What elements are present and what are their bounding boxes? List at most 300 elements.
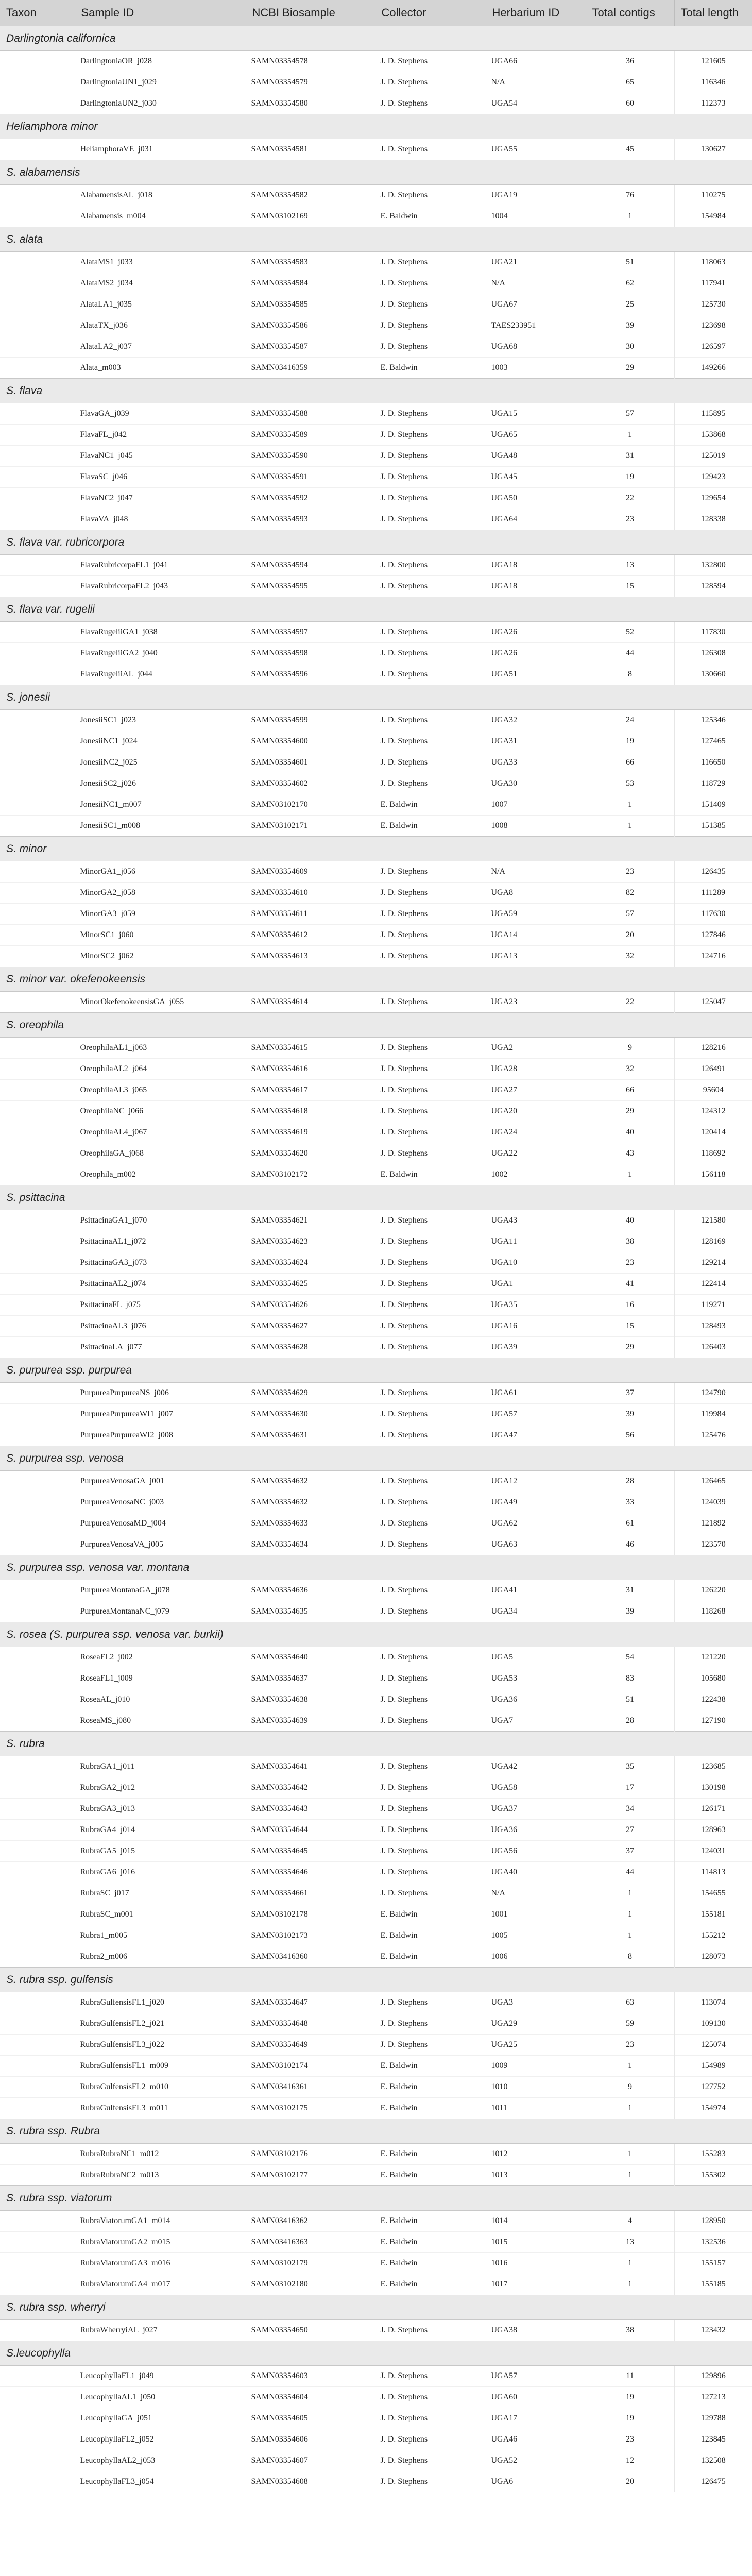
sample-id-cell: JonesiiSC1_j023 <box>75 710 246 731</box>
total-contigs-cell: 19 <box>586 2387 674 2408</box>
total-contigs-cell: 22 <box>586 488 674 509</box>
ncbi-biosample-cell: SAMN03354599 <box>246 710 375 731</box>
table-row <box>0 710 752 731</box>
sample-id-cell: RubraRubraNC2_m013 <box>75 2165 246 2186</box>
total-length-cell: 127190 <box>674 1710 752 1732</box>
collector-cell: J. D. Stephens <box>375 1252 486 1274</box>
table-row <box>0 2144 752 2165</box>
taxon-cell <box>0 294 75 315</box>
table-row <box>0 1904 752 1925</box>
total-contigs-cell: 38 <box>586 1231 674 1252</box>
table-row <box>0 1668 752 1689</box>
collector-cell: J. D. Stephens <box>375 904 486 925</box>
total-contigs-cell: 66 <box>586 752 674 773</box>
taxon-label: S. minor var. okefenokeensis <box>0 967 752 992</box>
sample-id-cell: LeucophyllaAL2_j053 <box>75 2450 246 2471</box>
total-length-cell: 109130 <box>674 2013 752 2035</box>
table-row <box>0 1404 752 1425</box>
table-row <box>0 576 752 597</box>
herbarium-id-cell: 1013 <box>486 2165 586 2186</box>
sample-id-cell: JonesiiNC1_m007 <box>75 794 246 816</box>
collector-cell: J. D. Stephens <box>375 509 486 530</box>
taxon-cell <box>0 1425 75 1446</box>
sample-id-cell: RubraGA4_j014 <box>75 1820 246 1841</box>
herbarium-id-cell: 1001 <box>486 1904 586 1925</box>
ncbi-biosample-cell: SAMN03416360 <box>246 1946 375 1968</box>
taxon-cell <box>0 576 75 597</box>
taxon-cell <box>0 2232 75 2253</box>
taxon-cell <box>0 1668 75 1689</box>
ncbi-biosample-cell: SAMN03354597 <box>246 622 375 643</box>
total-length-cell: 132536 <box>674 2232 752 2253</box>
total-contigs-cell: 65 <box>586 72 674 93</box>
ncbi-biosample-cell: SAMN03354633 <box>246 1513 375 1534</box>
header-ncbi-biosample[interactable]: NCBI Biosample <box>246 0 375 26</box>
sample-id-cell: FlavaNC1_j045 <box>75 446 246 467</box>
total-contigs-cell: 1 <box>586 794 674 816</box>
header-sample-id[interactable]: Sample ID <box>75 0 246 26</box>
collector-cell: J. D. Stephens <box>375 992 486 1013</box>
herbarium-id-cell: UGA60 <box>486 2387 586 2408</box>
sample-id-cell: PurpureaMontanaGA_j078 <box>75 1580 246 1601</box>
taxon-cell <box>0 2165 75 2186</box>
taxon-label: S. purpurea ssp. venosa <box>0 1446 752 1471</box>
ncbi-biosample-cell: SAMN03354598 <box>246 643 375 664</box>
table-row <box>0 1513 752 1534</box>
total-length-cell: 132508 <box>674 2450 752 2471</box>
total-length-cell: 123845 <box>674 2429 752 2450</box>
taxon-cell <box>0 752 75 773</box>
taxon-cell <box>0 1710 75 1732</box>
table-row <box>0 2035 752 2056</box>
ncbi-biosample-cell: SAMN03102170 <box>246 794 375 816</box>
taxon-label: Heliamphora minor <box>0 114 752 139</box>
taxon-group-row <box>0 1358 752 1383</box>
collector-cell: J. D. Stephens <box>375 1492 486 1513</box>
taxon-group-row <box>0 1732 752 1756</box>
collector-cell: J. D. Stephens <box>375 1580 486 1601</box>
table-row <box>0 467 752 488</box>
total-length-cell: 154974 <box>674 2098 752 2119</box>
total-length-cell: 110275 <box>701 191 726 199</box>
taxon-label: S. purpurea ssp. venosa var. montana <box>0 1555 752 1580</box>
total-contigs-cell: 39 <box>586 1601 674 1622</box>
sample-id-cell: Alata_m003 <box>75 358 246 379</box>
ncbi-biosample-cell: SAMN03102177 <box>246 2165 375 2186</box>
total-length-cell: 155212 <box>674 1925 752 1946</box>
total-length-cell: 113074 <box>701 1998 726 2007</box>
taxon-label: S. oreophila <box>0 1013 752 1038</box>
total-length-cell: 126403 <box>674 1337 752 1358</box>
ncbi-biosample-cell: SAMN03354650 <box>246 2320 375 2341</box>
sample-id-cell: RubraGA5_j015 <box>75 1841 246 1862</box>
collector-cell: J. D. Stephens <box>375 925 486 946</box>
taxon-group-row <box>0 1555 752 1580</box>
table-row <box>0 1580 752 1601</box>
total-contigs-cell: 22 <box>586 992 674 1013</box>
sample-id-cell: OreophilaAL1_j063 <box>75 1038 246 1059</box>
taxon-label: S. flava var. rugelii <box>0 597 752 622</box>
herbarium-id-cell: UGA13 <box>486 946 586 967</box>
taxon-cell <box>0 1274 75 1295</box>
herbarium-id-cell: N/A <box>486 273 586 294</box>
total-contigs-cell: 1 <box>586 1904 674 1925</box>
taxon-label: S. flava var. rubricorpora <box>0 530 752 555</box>
ncbi-biosample-cell: SAMN03354639 <box>246 1710 375 1732</box>
herbarium-id-cell: UGA47 <box>486 1425 586 1446</box>
taxon-cell <box>0 467 75 488</box>
table-row <box>0 1122 752 1143</box>
total-length-cell: 95604 <box>674 1080 752 1101</box>
total-length-cell: 124312 <box>674 1101 752 1122</box>
herbarium-id-cell: 1009 <box>486 2056 586 2077</box>
collector-cell: J. D. Stephens <box>375 72 486 93</box>
ncbi-biosample-cell: SAMN03354607 <box>246 2450 375 2471</box>
collector-cell: J. D. Stephens <box>375 1710 486 1732</box>
ncbi-biosample-cell: SAMN03354626 <box>246 1295 375 1316</box>
taxon-label: S. rubra ssp. Rubra <box>0 2119 752 2144</box>
total-contigs-cell: 66 <box>586 1080 674 1101</box>
total-length-cell: 125476 <box>674 1425 752 1446</box>
table-row <box>0 1841 752 1862</box>
ncbi-biosample-cell: SAMN03354614 <box>246 992 375 1013</box>
taxon-group-row <box>0 597 752 622</box>
taxon-cell <box>0 731 75 752</box>
ncbi-biosample-cell: SAMN03354588 <box>246 403 375 425</box>
table-row <box>0 1295 752 1316</box>
sample-id-cell: RubraViatorumGA2_m015 <box>75 2232 246 2253</box>
collector-cell: J. D. Stephens <box>375 946 486 967</box>
header-herbarium-id[interactable]: Herbarium ID <box>486 0 586 26</box>
collector-cell: E. Baldwin <box>375 794 486 816</box>
ncbi-biosample-cell: SAMN03354609 <box>246 861 375 883</box>
total-length-cell: 118063 <box>701 258 726 266</box>
herbarium-id-cell: UGA18 <box>486 576 586 597</box>
herbarium-id-cell: N/A <box>486 72 586 93</box>
herbarium-id-cell: 1014 <box>486 2211 586 2232</box>
ncbi-biosample-cell: SAMN03354586 <box>246 315 375 336</box>
table-row <box>0 294 752 315</box>
header-taxon[interactable]: Taxon <box>0 0 75 26</box>
table-row <box>0 1337 752 1358</box>
ncbi-biosample-cell: SAMN03354589 <box>246 425 375 446</box>
taxon-cell <box>0 1038 75 1059</box>
sample-id-cell: FlavaRugeliiGA2_j040 <box>75 643 246 664</box>
ncbi-biosample-cell: SAMN03354592 <box>246 488 375 509</box>
table-row <box>0 1101 752 1122</box>
taxon-label: S. rubra <box>0 1732 752 1756</box>
table-row <box>0 509 752 530</box>
total-length-cell: 126220 <box>700 1586 726 1595</box>
total-length-cell: 126435 <box>700 867 726 876</box>
total-contigs-cell: 52 <box>586 622 674 643</box>
sample-id-cell: PsittacinaGA1_j070 <box>75 1210 246 1231</box>
sample-id-cell: RubraWherryiAL_j027 <box>75 2320 246 2341</box>
total-length-cell: 129423 <box>674 467 752 488</box>
taxon-cell <box>0 2408 75 2429</box>
header-collector[interactable]: Collector <box>375 0 486 26</box>
ncbi-biosample-cell: SAMN03354605 <box>246 2408 375 2429</box>
taxon-cell <box>0 816 75 837</box>
taxon-cell <box>0 425 75 446</box>
ncbi-biosample-cell: SAMN03354578 <box>246 51 375 72</box>
total-contigs-cell: 37 <box>586 1841 674 1862</box>
total-contigs-cell: 1 <box>586 1164 674 1185</box>
taxon-cell <box>0 1647 75 1668</box>
table-row <box>0 1883 752 1904</box>
table-row <box>0 1756 752 1777</box>
taxon-cell <box>0 206 75 227</box>
table-row <box>0 1471 752 1492</box>
total-contigs-cell: 19 <box>586 731 674 752</box>
table-row <box>0 752 752 773</box>
total-contigs-cell: 32 <box>586 946 674 967</box>
ncbi-biosample-cell: SAMN03354600 <box>246 731 375 752</box>
ncbi-biosample-cell: SAMN03354630 <box>246 1404 375 1425</box>
table-row <box>0 446 752 467</box>
ncbi-biosample-cell: SAMN03354591 <box>246 467 375 488</box>
sample-id-cell: AlataLA1_j035 <box>75 294 246 315</box>
sample-id-cell: JonesiiNC1_j024 <box>75 731 246 752</box>
collector-cell: J. D. Stephens <box>375 1992 486 2013</box>
taxon-cell <box>0 1383 75 1404</box>
total-contigs-cell: 20 <box>586 925 674 946</box>
total-contigs-cell: 37 <box>586 1383 674 1404</box>
collector-cell: J. D. Stephens <box>375 2429 486 2450</box>
total-contigs-cell: 1 <box>586 1925 674 1946</box>
table-row <box>0 1316 752 1337</box>
sample-id-cell: DarlingtoniaUN2_j030 <box>75 93 246 114</box>
herbarium-id-cell: UGA64 <box>486 509 586 530</box>
total-length-cell: 151385 <box>674 816 752 837</box>
total-contigs-cell: 1 <box>586 2056 674 2077</box>
herbarium-id-cell: 1017 <box>486 2274 586 2295</box>
ncbi-biosample-cell: SAMN03354645 <box>246 1841 375 1862</box>
total-contigs-cell: 23 <box>586 2429 674 2450</box>
total-contigs-cell: 51 <box>586 252 674 273</box>
total-length-cell: 127465 <box>674 731 752 752</box>
sample-id-cell: OreophilaGA_j068 <box>75 1143 246 1164</box>
taxon-label: S. psittacina <box>0 1185 752 1210</box>
total-length-cell: 155157 <box>674 2253 752 2274</box>
total-contigs-cell: 23 <box>586 2035 674 2056</box>
taxon-cell <box>0 1534 75 1555</box>
sample-id-cell: PurpureaMontanaNC_j079 <box>75 1601 246 1622</box>
ncbi-biosample-cell: SAMN03354606 <box>246 2429 375 2450</box>
herbarium-id-cell: UGA41 <box>486 1580 586 1601</box>
taxon-cell <box>0 1862 75 1883</box>
sample-id-cell: OreophilaAL2_j064 <box>75 1059 246 1080</box>
herbarium-id-cell: UGA6 <box>486 2471 586 2493</box>
total-contigs-cell: 44 <box>586 1862 674 1883</box>
herbarium-id-cell: UGA63 <box>486 1534 586 1555</box>
collector-cell: J. D. Stephens <box>375 2013 486 2035</box>
total-length-cell: 149266 <box>674 358 752 379</box>
collector-cell: J. D. Stephens <box>375 622 486 643</box>
total-contigs-cell: 28 <box>586 1710 674 1732</box>
table-row <box>0 643 752 664</box>
table-row <box>0 2013 752 2035</box>
total-contigs-cell: 31 <box>586 446 674 467</box>
herbarium-id-cell: UGA28 <box>486 1059 586 1080</box>
total-length-cell: 119271 <box>674 1295 752 1316</box>
herbarium-id-cell: UGA46 <box>486 2429 586 2450</box>
collector-cell: J. D. Stephens <box>375 1471 486 1492</box>
herbarium-id-cell: UGA5 <box>486 1647 586 1668</box>
taxon-label: Darlingtonia californica <box>0 26 752 51</box>
collector-cell: J. D. Stephens <box>375 1601 486 1622</box>
herbarium-id-cell: 1003 <box>486 358 586 379</box>
total-contigs-cell: 32 <box>586 1059 674 1080</box>
sample-id-cell: FlavaFL_j042 <box>75 425 246 446</box>
collector-cell: E. Baldwin <box>375 2274 486 2295</box>
herbarium-id-cell: UGA25 <box>486 2035 586 2056</box>
collector-cell: J. D. Stephens <box>375 1513 486 1534</box>
ncbi-biosample-cell: SAMN03354594 <box>246 555 375 576</box>
sample-id-cell: PurpureaPurpureaNS_j006 <box>75 1383 246 1404</box>
taxon-cell <box>0 710 75 731</box>
total-contigs-cell: 23 <box>586 1252 674 1274</box>
taxon-cell <box>0 1946 75 1968</box>
total-contigs-cell: 11 <box>586 2366 674 2387</box>
taxon-cell <box>0 794 75 816</box>
sample-id-cell: AlataMS1_j033 <box>75 252 246 273</box>
herbarium-id-cell: UGA43 <box>486 1210 586 1231</box>
collector-cell: J. D. Stephens <box>375 1647 486 1668</box>
sample-id-cell: OreophilaAL3_j065 <box>75 1080 246 1101</box>
total-length-cell: 126171 <box>674 1799 752 1820</box>
total-contigs-cell: 19 <box>586 467 674 488</box>
ncbi-biosample-cell: SAMN03354583 <box>246 252 375 273</box>
collector-cell: J. D. Stephens <box>375 752 486 773</box>
total-contigs-cell: 8 <box>586 1946 674 1968</box>
collector-cell: E. Baldwin <box>375 2232 486 2253</box>
collector-cell: J. D. Stephens <box>375 773 486 794</box>
sample-id-cell: PsittacinaLA_j077 <box>75 1337 246 1358</box>
table-row <box>0 425 752 446</box>
sample-id-cell: HeliamphoraVE_j031 <box>75 139 246 160</box>
total-contigs-cell: 63 <box>586 1992 674 2013</box>
sample-id-cell: RubraSC_j017 <box>75 1883 246 1904</box>
ncbi-biosample-cell: SAMN03416359 <box>246 358 375 379</box>
total-length-cell: 125047 <box>700 997 726 1006</box>
sample-id-cell: FlavaNC2_j047 <box>75 488 246 509</box>
ncbi-biosample-cell: SAMN03354661 <box>246 1883 375 1904</box>
herbarium-id-cell: UGA40 <box>486 1862 586 1883</box>
total-length-cell: 105680 <box>674 1668 752 1689</box>
table-row <box>0 731 752 752</box>
table-row <box>0 1252 752 1274</box>
sample-id-cell: MinorGA1_j056 <box>75 861 246 883</box>
ncbi-biosample-cell: SAMN03354593 <box>246 509 375 530</box>
total-contigs-cell: 57 <box>586 403 674 425</box>
collector-cell: J. D. Stephens <box>375 1101 486 1122</box>
herbarium-id-cell: 1011 <box>486 2098 586 2119</box>
table-row <box>0 2232 752 2253</box>
total-contigs-cell: 9 <box>586 2077 674 2098</box>
taxon-cell <box>0 2013 75 2035</box>
collector-cell: J. D. Stephens <box>375 2320 486 2341</box>
table-row <box>0 555 752 576</box>
sample-id-cell: OreophilaNC_j066 <box>75 1101 246 1122</box>
total-length-cell: 155302 <box>674 2165 752 2186</box>
taxon-cell <box>0 1904 75 1925</box>
collector-cell: E. Baldwin <box>375 1164 486 1185</box>
ncbi-biosample-cell: SAMN03354596 <box>246 664 375 685</box>
collector-cell: E. Baldwin <box>375 2211 486 2232</box>
taxon-cell <box>0 488 75 509</box>
taxon-cell <box>0 2035 75 2056</box>
collector-cell: J. D. Stephens <box>375 2408 486 2429</box>
sample-id-cell: DarlingtoniaUN1_j029 <box>75 72 246 93</box>
herbarium-id-cell: 1007 <box>486 794 586 816</box>
table-row <box>0 622 752 643</box>
sample-id-cell: AlataLA2_j037 <box>75 336 246 358</box>
taxon-label: S. alabamensis <box>0 160 752 185</box>
taxon-label: S. jonesii <box>0 685 752 710</box>
sample-id-cell: RubraGulfensisFL3_j022 <box>75 2035 246 2056</box>
herbarium-id-cell: UGA50 <box>486 488 586 509</box>
total-length-cell: 118692 <box>674 1143 752 1164</box>
total-contigs-cell: 41 <box>586 1274 674 1295</box>
total-length-cell: 151409 <box>674 794 752 816</box>
taxon-cell <box>0 2471 75 2493</box>
total-contigs-cell: 30 <box>586 336 674 358</box>
total-contigs-cell: 27 <box>586 1820 674 1841</box>
herbarium-id-cell: TAES233951 <box>486 315 586 336</box>
taxon-group-row <box>0 160 752 185</box>
collector-cell: E. Baldwin <box>375 1925 486 1946</box>
table-row <box>0 992 752 1013</box>
header-total-contigs[interactable]: Total contigs <box>586 0 674 26</box>
sample-id-cell: FlavaGA_j039 <box>75 403 246 425</box>
header-total-length[interactable]: Total length <box>674 0 752 26</box>
herbarium-id-cell: UGA26 <box>486 622 586 643</box>
taxon-cell <box>0 1992 75 2013</box>
taxon-cell <box>0 1799 75 1820</box>
collector-cell: J. D. Stephens <box>375 467 486 488</box>
table-row <box>0 1777 752 1799</box>
table-row <box>0 2077 752 2098</box>
taxon-cell <box>0 1820 75 1841</box>
sample-id-cell: LeucophyllaGA_j051 <box>75 2408 246 2429</box>
herbarium-id-cell: 1004 <box>486 206 586 227</box>
taxon-cell <box>0 51 75 72</box>
total-contigs-cell: 12 <box>586 2450 674 2471</box>
table-row <box>0 816 752 837</box>
ncbi-biosample-cell: SAMN03354604 <box>246 2387 375 2408</box>
collector-cell: J. D. Stephens <box>375 1404 486 1425</box>
total-contigs-cell: 4 <box>586 2211 674 2232</box>
taxon-cell <box>0 555 75 576</box>
sample-id-cell: RubraViatorumGA3_m016 <box>75 2253 246 2274</box>
collector-cell: J. D. Stephens <box>375 1295 486 1316</box>
taxon-cell <box>0 2429 75 2450</box>
total-length-cell: 155181 <box>674 1904 752 1925</box>
total-length-cell: 124039 <box>674 1492 752 1513</box>
total-contigs-cell: 83 <box>586 1668 674 1689</box>
collector-cell: E. Baldwin <box>375 1904 486 1925</box>
collector-cell: J. D. Stephens <box>375 1862 486 1883</box>
collector-cell: J. D. Stephens <box>375 139 486 160</box>
sample-id-cell: MinorOkefenokeensisGA_j055 <box>75 992 246 1013</box>
total-length-cell: 127752 <box>674 2077 752 2098</box>
sample-id-cell: MinorSC2_j062 <box>75 946 246 967</box>
total-contigs-cell: 1 <box>586 2274 674 2295</box>
ncbi-biosample-cell: SAMN03354584 <box>246 273 375 294</box>
total-length-cell: 128073 <box>674 1946 752 1968</box>
total-contigs-cell: 33 <box>586 1492 674 1513</box>
